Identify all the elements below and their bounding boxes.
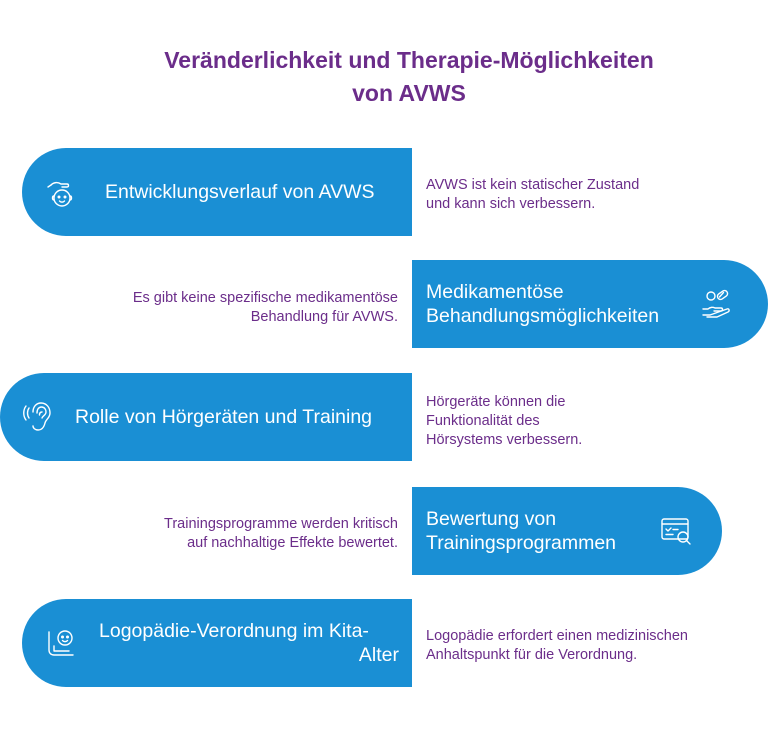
baby-hand-icon [22,175,102,209]
pill-label-line: Bewertung von [426,508,557,530]
pill-logopaedie [22,599,412,687]
evaluation-icon [656,514,696,548]
title-line-2: von AVWS [352,80,466,106]
pill-label-line: Medikamentöse [426,281,564,303]
pill-label: Rolle von Hörgeräten und Training [75,406,373,428]
pill-label [99,619,399,667]
title-line-1: Veränderlichkeit und Therapie-Möglichkeiten [164,47,654,73]
description-logopaedie [426,627,746,665]
description-line: Hörsystems verbessern. [426,432,583,448]
pill-label-line: Alter [358,644,399,666]
description-line: Trainingsprogramme werden kritisch [164,516,398,532]
description-line: Behandlung für AVWS. [250,309,398,325]
description-entwicklungsverlauf [426,176,746,214]
description-line: auf nachhaltige Effekte bewertet. [187,535,398,551]
description-medikamentoese [78,289,398,327]
description-line: und kann sich verbessern. [426,196,596,212]
description-bewertung [78,515,398,553]
pill-label-line: Trainingsprogrammen [426,532,617,554]
ear-icon [0,400,80,434]
description-line: Anhaltspunkt für die Verordnung. [426,647,638,663]
pill-label [426,507,656,555]
pill-label [426,280,696,328]
pill-label-line: Behandlungsmöglichkeiten [426,305,660,327]
pill-label-line: Logopädie-Verordnung im Kita- [99,620,369,642]
pill-bewertung [412,487,722,575]
description-line: Es gibt keine spezifische medikamentöse [132,290,398,306]
pill-entwicklungsverlauf [22,148,412,236]
description-line: Funktionalität des [426,413,540,429]
description-hoergeraete [426,393,746,450]
pills-hand-icon [696,287,736,321]
page-title [0,44,768,110]
description-line: AVWS ist kein statischer Zustand [426,177,640,193]
description-line: Logopädie erfordert einen medizinischen [426,628,688,644]
pill-hoergeraete [0,373,412,461]
child-face-hand-icon [22,626,102,660]
pill-label: Entwicklungsverlauf von AVWS [105,181,375,203]
description-line: Hörgeräte können die [426,394,566,410]
pill-medikamentoese [412,260,768,348]
